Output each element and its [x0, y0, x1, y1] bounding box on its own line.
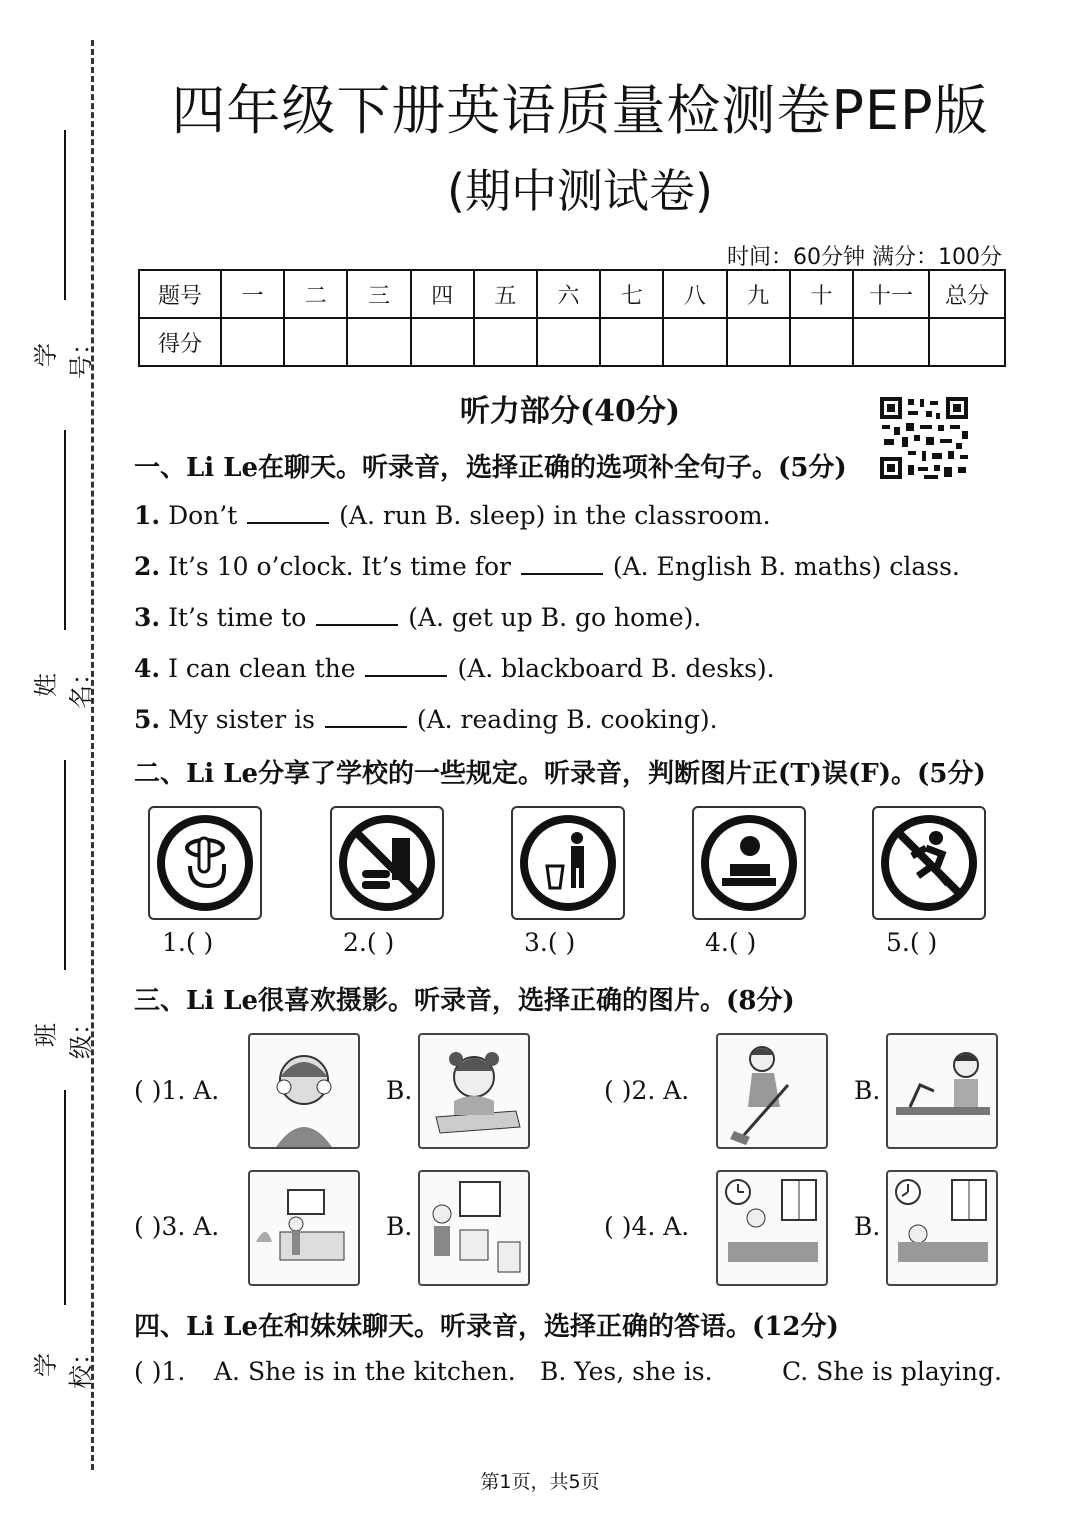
boy-sleeping-picture[interactable]	[886, 1170, 998, 1286]
photo-question-4[interactable]: ( )4. A.	[604, 1212, 690, 1241]
option-b-label: B.	[386, 1212, 413, 1241]
question-options: (A. run B. sleep) in the classroom.	[339, 501, 771, 530]
option-b-label: B.	[386, 1076, 413, 1105]
score-cell: 题号	[139, 270, 221, 318]
score-cell: 五	[474, 270, 537, 318]
question-1-1	[134, 498, 771, 530]
score-input-cell[interactable]	[221, 318, 284, 366]
score-cell: 六	[537, 270, 600, 318]
question-text: My sister is	[168, 705, 315, 734]
score-input-cell[interactable]	[600, 318, 663, 366]
girl-getting-up-picture[interactable]	[716, 1170, 828, 1286]
question-1-3	[134, 600, 701, 632]
question-options: (A. blackboard B. desks).	[457, 654, 775, 683]
question-options: (A. get up B. go home).	[408, 603, 702, 632]
score-cell: 二	[284, 270, 347, 318]
tf-answer-4[interactable]: 4.( )	[705, 928, 757, 957]
question-options: (A. English B. maths) class.	[612, 552, 960, 581]
score-input-cell[interactable]	[347, 318, 410, 366]
score-input-cell[interactable]	[474, 318, 537, 366]
score-input-cell[interactable]	[853, 318, 929, 366]
class-label: 班级：	[32, 1011, 95, 1059]
reading-sign-icon	[692, 806, 806, 920]
answer-blank[interactable]	[325, 702, 407, 728]
question-4-1-option-b: B. Yes, she is.	[540, 1357, 713, 1386]
score-cell: 七	[600, 270, 663, 318]
question-1-4	[134, 651, 775, 683]
score-cell: 总分	[929, 270, 1005, 318]
photo-question-1[interactable]: ( )1. A.	[134, 1076, 220, 1105]
answer-blank[interactable]	[521, 549, 603, 575]
answer-blank[interactable]	[365, 651, 447, 677]
no-eating-sign-icon	[330, 806, 444, 920]
option-b-label: B.	[854, 1076, 881, 1105]
question-1-5	[134, 702, 718, 734]
question-text: It’s time to	[168, 603, 307, 632]
question-number: 2.	[134, 552, 161, 581]
school-label: 学校：	[32, 1341, 95, 1389]
score-cell: 一	[221, 270, 284, 318]
tf-answer-3[interactable]: 3.( )	[524, 928, 576, 957]
score-table-header-row	[139, 270, 1005, 318]
score-cell: 十一	[853, 270, 929, 318]
question-4-1-option-a: A. She is in the kitchen.	[214, 1357, 516, 1386]
boy-cleaning-desk-picture[interactable]	[886, 1033, 998, 1149]
score-cell: 得分	[139, 318, 221, 366]
photo-question-2[interactable]: ( )2. A.	[604, 1076, 690, 1105]
litter-bin-sign-icon	[511, 806, 625, 920]
score-input-cell[interactable]	[790, 318, 853, 366]
section-3-title: 三、Li Le很喜欢摄影。听录音，选择正确的图片。(8分)	[134, 986, 795, 1016]
answer-blank[interactable]	[316, 600, 398, 626]
name-line	[64, 430, 66, 630]
score-input-cell[interactable]	[663, 318, 726, 366]
question-1-2	[134, 549, 960, 581]
score-cell: 八	[663, 270, 726, 318]
qr-code-icon	[878, 395, 970, 481]
question-4-1-option-c: C. She is playing.	[782, 1357, 1002, 1386]
bathroom-picture[interactable]	[418, 1170, 530, 1286]
score-cell: 三	[347, 270, 410, 318]
tf-answer-5[interactable]: 5.( )	[886, 928, 938, 957]
question-number: 3.	[134, 603, 161, 632]
answer-blank[interactable]	[247, 498, 329, 524]
question-text: It’s 10 o’clock. It’s time for	[168, 552, 511, 581]
living-room-picture[interactable]	[248, 1170, 360, 1286]
score-cell: 九	[727, 270, 790, 318]
question-text: Don’t	[168, 501, 238, 530]
question-options: (A. reading B. cooking).	[416, 705, 718, 734]
listening-part-title: 听力部分(40分)	[459, 394, 681, 429]
binding-dashed-line	[91, 40, 94, 1470]
section-4-title: 四、Li Le在和妹妹聊天。听录音，选择正确的答语。(12分)	[134, 1312, 839, 1342]
girl-sweeping-floor-picture[interactable]	[716, 1033, 828, 1149]
section-1-title: 一、Li Le在聊天。听录音，选择正确的选项补全句子。(5分)	[134, 453, 847, 483]
score-cell: 四	[411, 270, 474, 318]
score-input-cell[interactable]	[929, 318, 1005, 366]
question-number: 1.	[134, 501, 161, 530]
student-no-label: 学号：	[32, 331, 95, 379]
option-b-label: B.	[854, 1212, 881, 1241]
score-cell: 十	[790, 270, 853, 318]
score-input-cell[interactable]	[727, 318, 790, 366]
no-running-sign-icon	[872, 806, 986, 920]
question-4-1-prefix[interactable]: ( )1.	[134, 1357, 186, 1386]
quiet-sign-icon	[148, 806, 262, 920]
section-2-title: 二、Li Le分享了学校的一些规定。听录音，判断图片正(T)误(F)。(5分)	[134, 759, 986, 789]
girl-doing-homework-picture[interactable]	[418, 1033, 530, 1149]
score-table-score-row	[139, 318, 1005, 366]
score-input-cell[interactable]	[284, 318, 347, 366]
score-input-cell[interactable]	[537, 318, 600, 366]
name-label: 姓名：	[32, 661, 95, 709]
page-title: 四年级下册英语质量检测卷PEP版	[171, 79, 989, 142]
class-line	[64, 760, 66, 970]
question-number: 5.	[134, 705, 161, 734]
tf-answer-1[interactable]: 1.( )	[162, 928, 214, 957]
time-info: 时间：60分钟 满分：100分	[727, 245, 1002, 270]
score-table	[138, 269, 1006, 367]
photo-question-3[interactable]: ( )3. A.	[134, 1212, 220, 1241]
score-input-cell[interactable]	[411, 318, 474, 366]
student-no-line	[64, 130, 66, 300]
question-number: 4.	[134, 654, 161, 683]
page-subtitle: (期中测试卷)	[447, 164, 713, 218]
page-number: 第1页，共5页	[480, 1471, 600, 1493]
girl-washing-face-picture[interactable]	[248, 1033, 360, 1149]
question-text: I can clean the	[168, 654, 356, 683]
school-line	[64, 1090, 66, 1305]
tf-answer-2[interactable]: 2.( )	[343, 928, 395, 957]
